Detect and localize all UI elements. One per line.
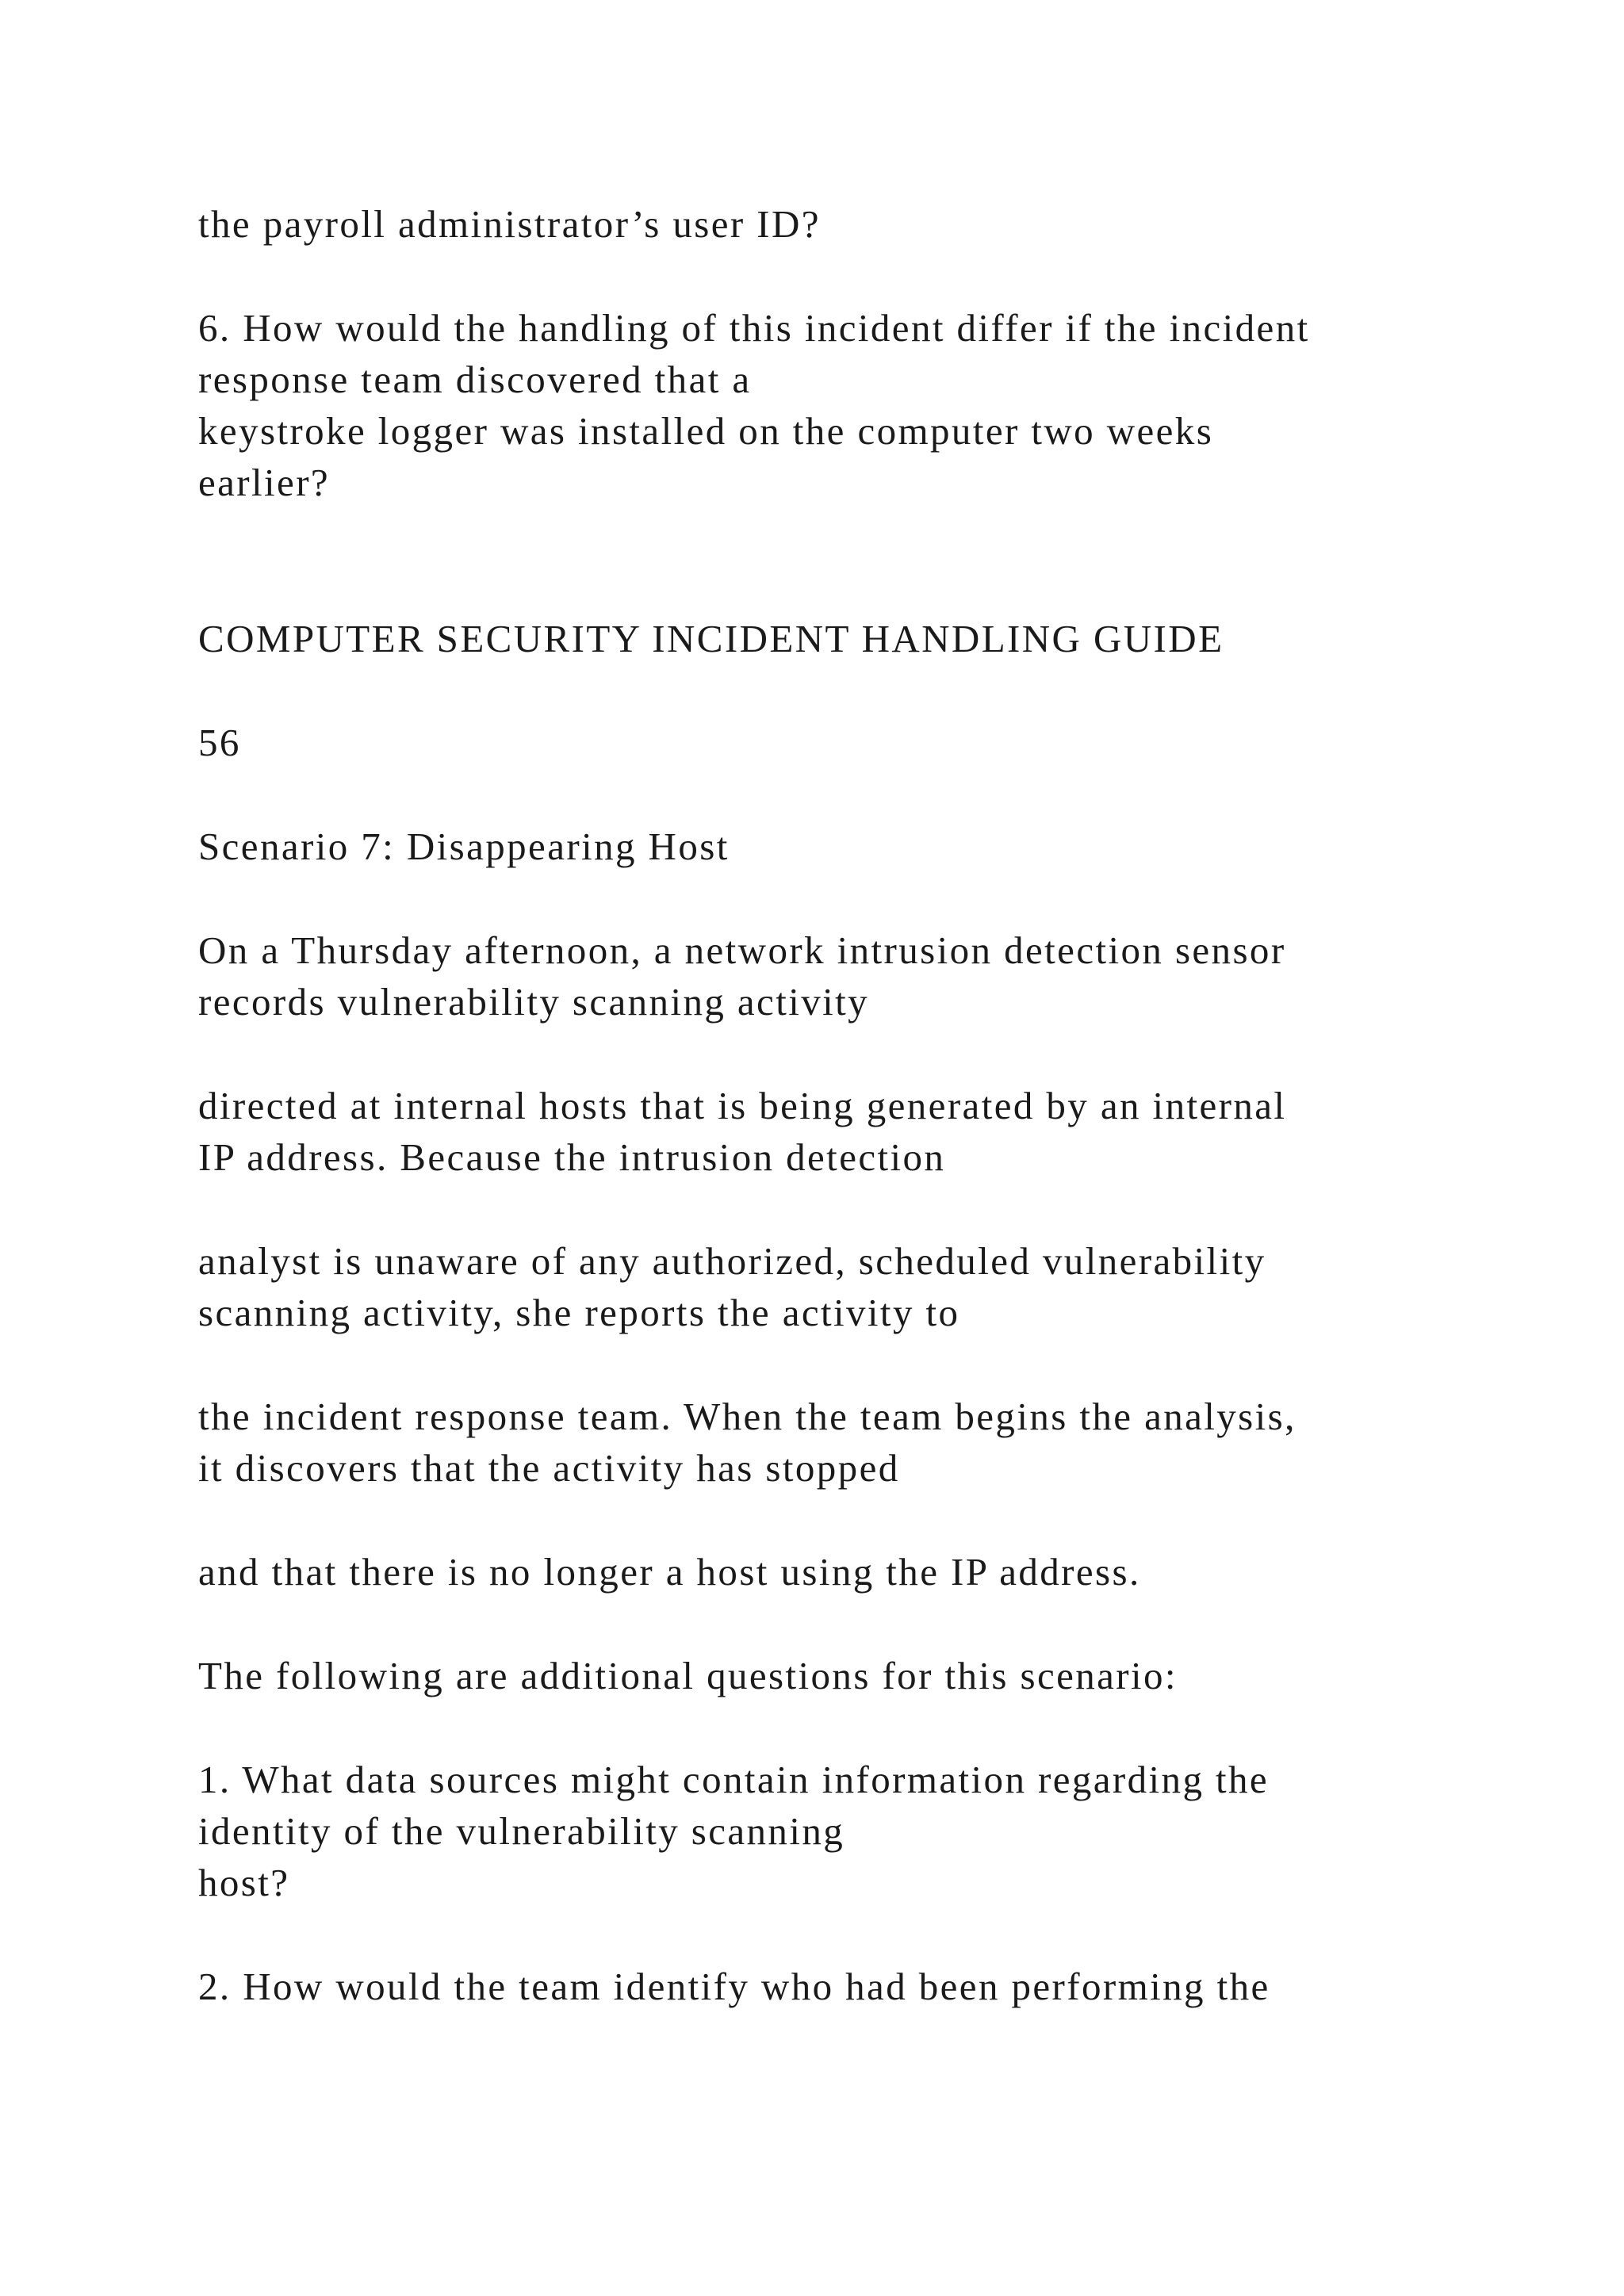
text-line: COMPUTER SECURITY INCIDENT HANDLING GUIDE (198, 617, 1224, 660)
text-line: the incident response team. When the team begins the analysis, (198, 1395, 1297, 1438)
text-line: The following are additional questions for this scenario: (198, 1654, 1178, 1697)
text-line: 6. How would the handling of this incident differ if the incident (198, 306, 1310, 350)
paragraph-payroll-question-end (198, 198, 1483, 250)
page-number (198, 717, 1483, 768)
text-line: earlier? (198, 461, 331, 504)
text-line: 1. What data sources might contain information regarding the (198, 1758, 1270, 1801)
text-line: keystroke logger was installed on the computer two weeks (198, 409, 1214, 453)
paragraph-questions-intro (198, 1650, 1483, 1701)
text-line: analyst is unaware of any authorized, scheduled vulnerability (198, 1239, 1266, 1283)
text-line: it discovers that the activity has stopped (198, 1446, 900, 1490)
paragraph-scenario-intro (198, 924, 1483, 1027)
text-line: scanning activity, she reports the activity to (198, 1291, 960, 1334)
guide-title (198, 613, 1483, 664)
document-body (198, 198, 1483, 2064)
paragraph-question-6 (198, 302, 1483, 508)
paragraph-question-1 (198, 1754, 1483, 1908)
text-line: identity of the vulnerability scanning (198, 1809, 845, 1853)
paragraph-question-2 (198, 1961, 1483, 2012)
text-line: Scenario 7: Disappearing Host (198, 825, 730, 868)
text-line: 56 (198, 721, 241, 764)
text-line: On a Thursday afternoon, a network intrusion detection sensor (198, 928, 1286, 972)
text-line: the payroll administrator’s user ID? (198, 202, 821, 246)
scenario-heading (198, 821, 1483, 872)
paragraph-no-host (198, 1546, 1483, 1598)
text-line: 2. How would the team identify who had been performing the (198, 1965, 1270, 2008)
text-line: directed at internal hosts that is being generated by an internal (198, 1084, 1287, 1127)
paragraph-response-team (198, 1391, 1483, 1494)
paragraph-analyst (198, 1235, 1483, 1338)
text-line: and that there is no longer a host using the IP address. (198, 1550, 1141, 1594)
paragraph-internal-hosts (198, 1080, 1483, 1183)
text-line: IP address. Because the intrusion detection (198, 1135, 946, 1179)
text-line: response team discovered that a (198, 358, 752, 401)
text-line: host? (198, 1861, 290, 1904)
text-line: records vulnerability scanning activity (198, 980, 870, 1024)
